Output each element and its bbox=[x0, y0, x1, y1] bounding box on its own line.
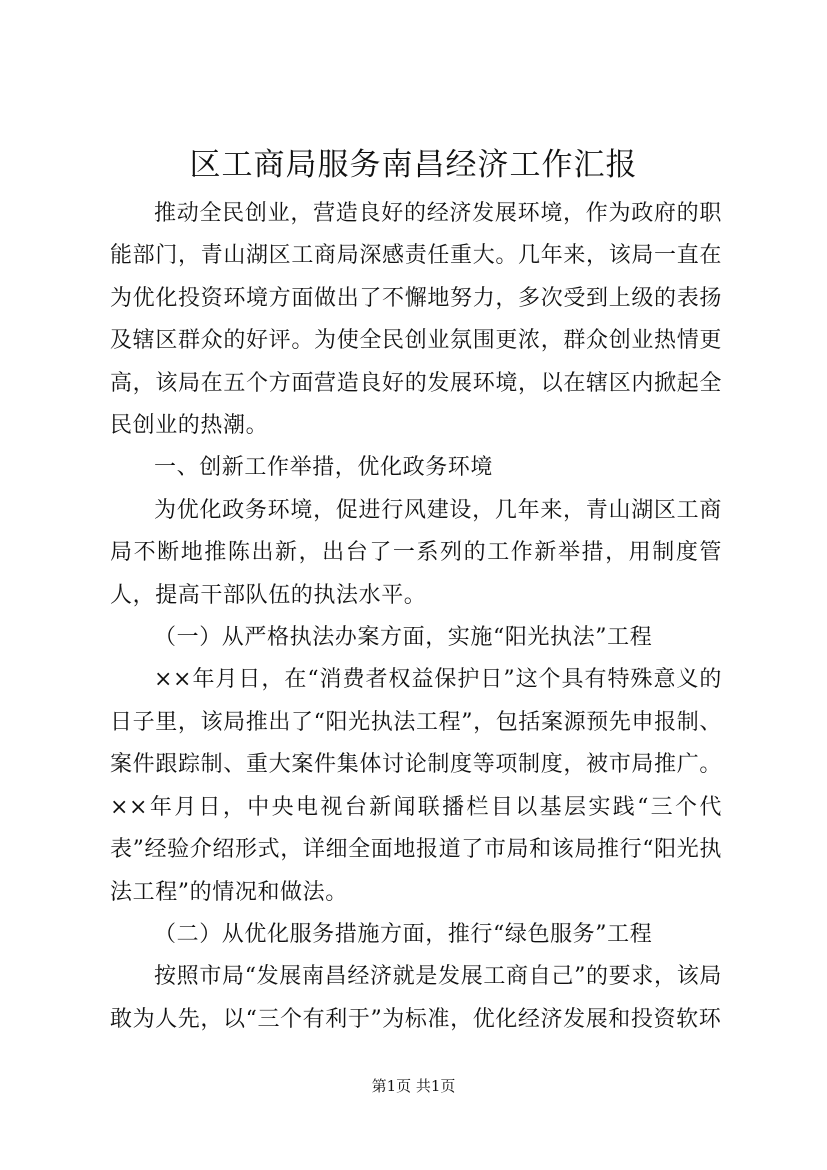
subsection-heading-2: （二）从优化服务措施方面，推行“绿色服务”工程 bbox=[154, 921, 653, 947]
subsection-2-paragraph: 按照市局“发展南昌经济就是发展工商自己”的要求，该局敢为人先，以“三个有利于”为标准，优化经济发展和投资软环 bbox=[110, 964, 722, 1032]
page-footer: 第1页 共1页 bbox=[371, 1077, 456, 1095]
intro-paragraph: 推动全民创业，营造良好的经济发展环境，作为政府的职能部门，青山湖区工商局深感责任重大。几年来，该局一直在为优化投资环境方面做出了不懈地努力，多次受到上级的表扬及辖区群众的好评。为使全民创业氛围更浓，群众创业热情更高，该局在五个方面营造良好的发展环境，以在辖区内掀起全民创业的热潮。 bbox=[110, 201, 722, 439]
section-heading-1: 一、创新工作举措，优化政务环境 bbox=[154, 455, 494, 481]
subsection-1-paragraph: ××年月日，在“消费者权益保护日”这个具有特殊意义的日子里，该局推出了“阳光执法工程”，包括案源预先申报制、案件跟踪制、重大案件集体讨论制度等项制度，被市局推广。××年月日，中央电视台新闻联播栏目以基层实践“三个代表”经验介绍形式，详细全面地报道了市局和该局推行“阳光执法工程”的情况和做法。 bbox=[110, 667, 722, 905]
document-title: 区工商局服务南昌经济工作汇报 bbox=[189, 147, 638, 183]
document-body bbox=[110, 193, 722, 1041]
subsection-heading-1: （一）从严格执法办案方面，实施“阳光执法”工程 bbox=[154, 625, 653, 651]
section-1-paragraph: 为优化政务环境，促进行风建设，几年来，青山湖区工商局不断地推陈出新，出台了一系列的工作新举措，用制度管人，提高干部队伍的执法水平。 bbox=[110, 497, 722, 608]
